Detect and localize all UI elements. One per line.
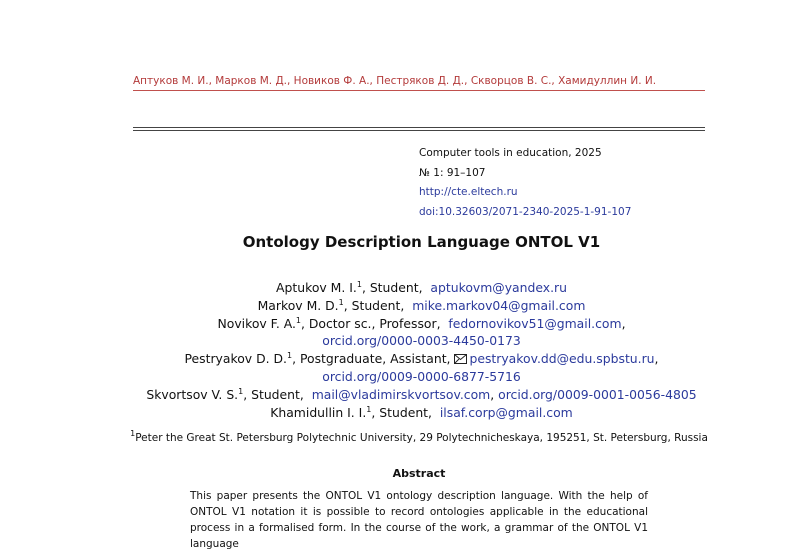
author-orcid-link[interactable]: orcid.org/0009-0000-6877-5716 bbox=[322, 368, 521, 384]
author-email-link[interactable]: mail@vladimirskvortsov.com bbox=[311, 386, 491, 402]
doi-link[interactable]: doi:10.32603/2071-2340-2025-1-91-107 bbox=[419, 205, 632, 218]
paper-title: Ontology Description Language ONTOL V1 bbox=[242, 233, 601, 251]
author-entry: Skvortsov V. S.$^1$, Student, mail@vladimirskvortsov.com, orcid.org/0009-0001-0056-4805 bbox=[146, 386, 697, 402]
author-entry: Novikov F. A.$^1$, Doctor sc., Professor, fedornovikov51@gmail.com, bbox=[217, 315, 626, 331]
issue-pages: № 1: 91–107 bbox=[419, 166, 486, 179]
journal-url-link[interactable]: http://cte.eltech.ru bbox=[419, 186, 518, 199]
author-email-link[interactable]: ilsaf.corp@gmail.com bbox=[439, 404, 573, 420]
envelope-icon bbox=[454, 354, 467, 364]
running-header: Аптуков М. И., Марков М. Д., Новиков Ф. А., Пестряков Д. Д., Скворцов В. С., Хамидуллин И. И. bbox=[133, 75, 705, 91]
author-role: , Student, bbox=[361, 280, 423, 295]
author-role: , Postgraduate, Assistant, bbox=[292, 351, 451, 367]
author-role: , Student, bbox=[371, 404, 432, 420]
author-email-link[interactable]: aptukovm@yandex.ru bbox=[430, 280, 567, 295]
affiliation-mark: 1 bbox=[238, 386, 244, 396]
affiliation-mark: 1 bbox=[130, 429, 136, 438]
affiliation-mark: 1 bbox=[338, 297, 344, 307]
publication-meta bbox=[419, 144, 631, 222]
author-name: Novikov F. A. bbox=[217, 315, 296, 331]
header-divider bbox=[133, 127, 705, 131]
author-name: Markov M. D. bbox=[257, 297, 339, 313]
author-email-link[interactable]: pestryakov.dd@edu.spbstu.ru bbox=[469, 351, 655, 367]
author-role: , Student, bbox=[243, 386, 304, 402]
author-email-link[interactable]: mike.markov04@gmail.com bbox=[412, 297, 586, 313]
author-orcid-link[interactable]: orcid.org/0000-0003-4450-0173 bbox=[322, 333, 521, 349]
author-entry: Pestryakov D. D.$^1$, Postgraduate, Assistant, pestryakov.dd@edu.spbstu.ru, bbox=[184, 351, 659, 367]
author-email-link[interactable]: fedornovikov51@gmail.com bbox=[448, 315, 622, 331]
abstract-text: This paper presents the ONTOL V1 ontology description language. With the help of ONTOL V1 notation it is possible to record ontologies applicable in the educational process in a formalised form. In the course of the work, a grammar of the ONTOL V1 language bbox=[190, 490, 648, 550]
affiliation bbox=[0, 429, 800, 444]
author-name: Skvortsov V. S. bbox=[146, 386, 239, 402]
affiliation-mark: 1 bbox=[356, 280, 362, 289]
author-name: Pestryakov D. D. bbox=[184, 351, 287, 367]
author-entry bbox=[0, 404, 800, 422]
author-entry bbox=[0, 279, 800, 297]
author-name: Aptukov M. I. bbox=[276, 280, 357, 295]
affiliation-text: Peter the Great St. Petersburg Polytechnic University, 29 Polytechnicheskaya, 195251, St. Petersburg, Russia bbox=[135, 432, 708, 444]
author-entry bbox=[0, 297, 800, 315]
affiliation-mark: 1 bbox=[366, 404, 372, 414]
author-name: Khamidullin I. I. bbox=[270, 404, 367, 420]
author-orcid-link[interactable]: orcid.org/0009-0001-0056-4805 bbox=[498, 386, 697, 402]
author-list bbox=[0, 279, 800, 421]
author-role: , Student, bbox=[343, 297, 405, 313]
journal-name: Computer tools in education, 2025 bbox=[419, 147, 602, 159]
author-entry-cont bbox=[0, 368, 800, 386]
abstract-heading: Abstract bbox=[392, 467, 446, 480]
affiliation-mark: 1 bbox=[295, 315, 301, 325]
affiliation-mark: 1 bbox=[286, 351, 293, 361]
author-role: , Doctor sc., Professor, bbox=[300, 315, 441, 331]
author-entry-cont bbox=[0, 332, 800, 350]
